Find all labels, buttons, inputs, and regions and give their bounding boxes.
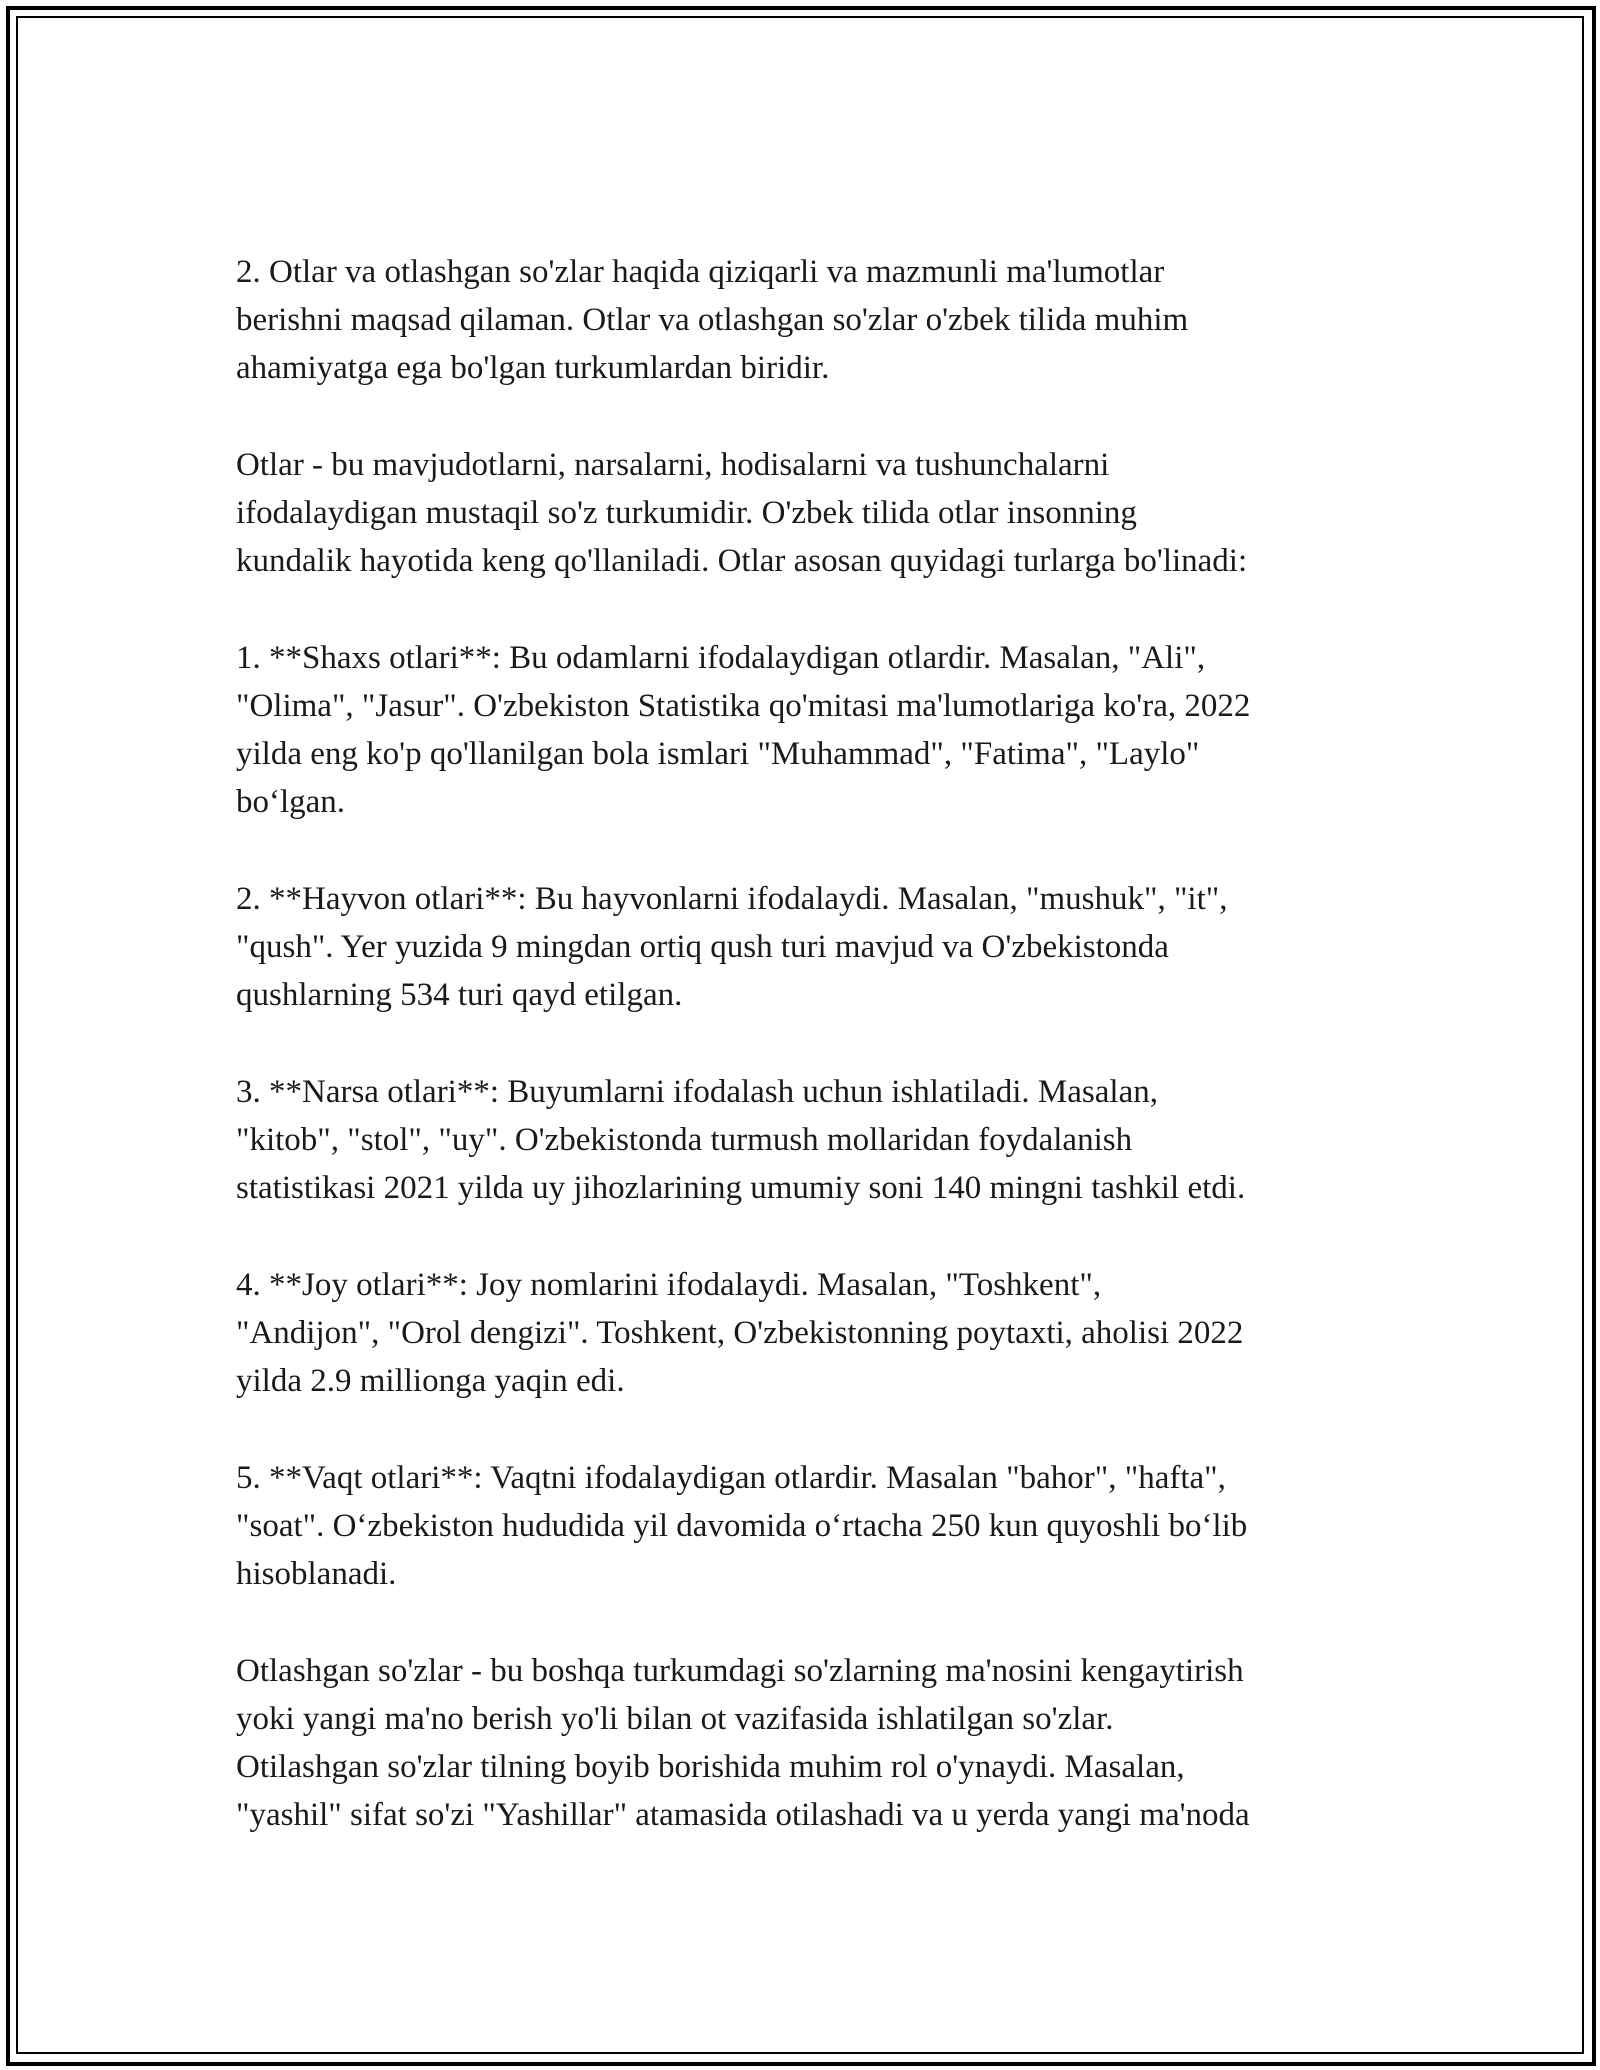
text-line: Otlashgan so'zlar - bu boshqa turkumdagi so'zlarning ma'nosini kengaytirish: [236, 1653, 1244, 1689]
paragraph-intro: [236, 248, 1386, 392]
text-line: "Olima", "Jasur". O'zbekiston Statistika qo'mitasi ma'lumotlariga ko'ra, 2022: [236, 688, 1251, 724]
text-line: 3. **Narsa otlari**: Buyumlarni ifodalash uchun ishlatiladi. Masalan,: [236, 1074, 1158, 1110]
list-item-vaqt-otlari: [236, 1454, 1386, 1598]
text-line: 5. **Vaqt otlari**: Vaqtni ifodalaydigan otlardir. Masalan "bahor", "hafta",: [236, 1460, 1226, 1496]
text-line: statistikasi 2021 yilda uy jihozlarining umumiy soni 140 mingni tashkil etdi.: [236, 1170, 1246, 1206]
list-item-joy-otlari: [236, 1261, 1386, 1405]
list-item-narsa-otlari: [236, 1068, 1386, 1212]
text-line: 1. **Shaxs otlari**: Bu odamlarni ifodalaydigan otlardir. Masalan, "Ali",: [236, 640, 1206, 676]
text-line: yilda 2.9 millionga yaqin edi.: [236, 1363, 625, 1399]
paragraph-otlashgan-sozlar: [236, 1647, 1386, 1839]
text-line: "kitob", "stol", "uy". O'zbekistonda turmush mollaridan foydalanish: [236, 1122, 1133, 1158]
text-line: "qush". Yer yuzida 9 mingdan ortiq qush turi mavjud va O'zbekistonda: [236, 929, 1169, 965]
text-line: "soat". O‘zbekiston hududida yil davomida o‘rtacha 250 kun quyoshli bo‘lib: [236, 1508, 1248, 1544]
document-body: [236, 248, 1386, 1888]
text-line: Otlar - bu mavjudotlarni, narsalarni, hodisalarni va tushunchalarni: [236, 447, 1110, 483]
text-line: yoki yangi ma'no berish yo'li bilan ot vazifasida ishlatilgan so'zlar.: [236, 1701, 1114, 1737]
text-line: ahamiyatga ega bo'lgan turkumlardan biridir.: [236, 350, 830, 386]
text-line: "Andijon", "Orol dengizi". Toshkent, O'zbekistonning poytaxti, aholisi 2022: [236, 1315, 1244, 1351]
text-line: 2. Otlar va otlashgan so'zlar haqida qiziqarli va mazmunli ma'lumotlar: [236, 254, 1165, 290]
text-line: 4. **Joy otlari**: Joy nomlarini ifodalaydi. Masalan, "Toshkent",: [236, 1267, 1102, 1303]
text-line: "yashil" sifat so'zi "Yashillar" atamasida otilashadi va u yerda yangi ma'noda: [236, 1797, 1250, 1833]
list-item-shaxs-otlari: [236, 634, 1386, 826]
text-line: Otilashgan so'zlar tilning boyib borishida muhim rol o'ynaydi. Masalan,: [236, 1749, 1185, 1785]
text-line: qushlarning 534 turi qayd etilgan.: [236, 977, 683, 1013]
text-line: 2. **Hayvon otlari**: Bu hayvonlarni ifodalaydi. Masalan, "mushuk", "it",: [236, 881, 1228, 917]
list-item-hayvon-otlari: [236, 875, 1386, 1019]
text-line: yilda eng ko'p qo'llanilgan bola ismlari "Muhammad", "Fatima", "Laylo": [236, 736, 1200, 772]
paragraph-otlar-definition: [236, 441, 1386, 585]
text-line: berishni maqsad qilaman. Otlar va otlashgan so'zlar o'zbek tilida muhim: [236, 302, 1189, 338]
text-line: hisoblanadi.: [236, 1556, 397, 1592]
text-line: bo‘lgan.: [236, 784, 346, 820]
text-line: ifodalaydigan mustaqil so'z turkumidir. O'zbek tilida otlar insonning: [236, 495, 1137, 531]
text-line: kundalik hayotida keng qo'llaniladi. Otlar asosan quyidagi turlarga bo'linadi:: [236, 543, 1248, 579]
